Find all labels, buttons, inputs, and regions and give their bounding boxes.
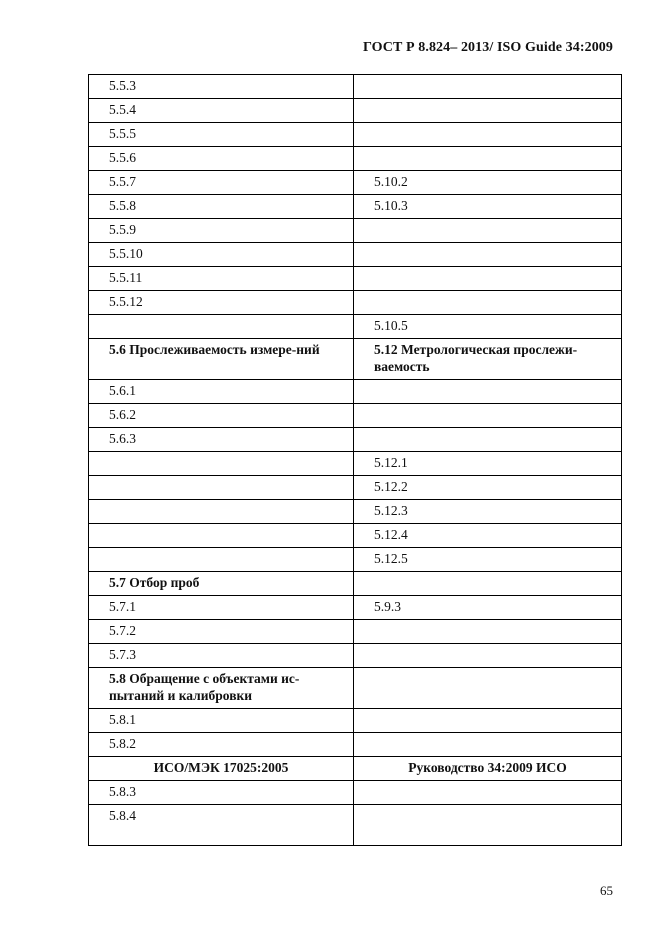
table-cell-left: 5.7.2 [89,620,354,644]
table-cell-right: 5.12.2 [354,476,622,500]
table-row [89,123,622,147]
table-cell-left: 5.5.7 [89,171,354,195]
table-cell-right [354,147,622,171]
table-cell-left: 5.5.11 [89,267,354,291]
table-cell-right [354,644,622,668]
section-row [89,572,622,596]
table-row [89,243,622,267]
table-row [89,195,622,219]
section-row [89,668,622,709]
table-cell-left [89,500,354,524]
table-cell-left [89,548,354,572]
table-row [89,75,622,99]
table-cell-left: 5.8.2 [89,733,354,757]
column-header-row [89,757,622,781]
table-cell-left: 5.5.6 [89,147,354,171]
table-cell-right [354,267,622,291]
table-row [89,452,622,476]
correspondence-table [88,74,622,846]
table-cell-left: 5.8.1 [89,709,354,733]
table-row [89,500,622,524]
table-row [89,219,622,243]
table-cell-left: 5.5.12 [89,291,354,315]
table-row [89,291,622,315]
table-row [89,781,622,805]
table-row [89,428,622,452]
table-cell-right [354,291,622,315]
table-cell-left: 5.5.10 [89,243,354,267]
table-cell-right [354,668,622,709]
page-number: 65 [600,883,613,898]
table-cell-left: 5.5.4 [89,99,354,123]
table-cell-right [354,805,622,846]
table-cell-right [354,380,622,404]
table-cell-left: 5.7.3 [89,644,354,668]
table-cell-left: 5.7.1 [89,596,354,620]
column-header-right: Руководство 34:2009 ИСО [354,757,622,781]
table-cell-right: 5.10.3 [354,195,622,219]
table-cell-right [354,781,622,805]
table-cell-left: 5.6.3 [89,428,354,452]
section-heading-left: 5.6 Прослеживаемость измере-ний [89,339,354,380]
table-row [89,548,622,572]
table-cell-right [354,219,622,243]
table-cell-right [354,75,622,99]
table-cell-right [354,428,622,452]
table-cell-left: 5.5.8 [89,195,354,219]
table-row [89,644,622,668]
table-row [89,267,622,291]
table-cell-left [89,524,354,548]
table-row [89,99,622,123]
table-row [89,404,622,428]
section-heading-left: 5.8 Обращение с объектами ис-пытаний и калибровки [89,668,354,709]
table-cell-right [354,404,622,428]
table-row [89,147,622,171]
table-cell-left: 5.8.4 [89,805,354,846]
table-cell-right: 5.10.2 [354,171,622,195]
table-row [89,171,622,195]
table-row [89,709,622,733]
column-header-left: ИСО/МЭК 17025:2005 [89,757,354,781]
table-cell-right: 5.12.3 [354,500,622,524]
table-row [89,620,622,644]
table-row [89,315,622,339]
table-cell-right [354,709,622,733]
section-row [89,339,622,380]
table-cell-right [354,733,622,757]
table-row [89,805,622,846]
document-header: ГОСТ Р 8.824– 2013/ ISO Guide 34:2009 [362,40,613,55]
table-cell-right: 5.10.5 [354,315,622,339]
table-cell-right: 5.9.3 [354,596,622,620]
table-row [89,524,622,548]
table-cell-right [354,123,622,147]
table-cell-left: 5.6.1 [89,380,354,404]
table-row [89,596,622,620]
table-cell-left [89,476,354,500]
table-cell-right: 5.12.4 [354,524,622,548]
table-cell-right [354,572,622,596]
table-row [89,380,622,404]
table-cell-right [354,620,622,644]
table-cell-left [89,315,354,339]
table-cell-left: 5.6.2 [89,404,354,428]
table-cell-right: 5.12.5 [354,548,622,572]
table-row [89,476,622,500]
table-cell-left [89,452,354,476]
section-heading-left: 5.7 Отбор проб [89,572,354,596]
section-heading-right: 5.12 Метрологическая прослежи-ваемость [354,339,622,380]
table-cell-left: 5.5.5 [89,123,354,147]
table-row [89,733,622,757]
table-cell-left: 5.5.3 [89,75,354,99]
table-cell-right [354,99,622,123]
table-cell-left: 5.8.3 [89,781,354,805]
table-cell-left: 5.5.9 [89,219,354,243]
table-cell-right: 5.12.1 [354,452,622,476]
table-cell-right [354,243,622,267]
